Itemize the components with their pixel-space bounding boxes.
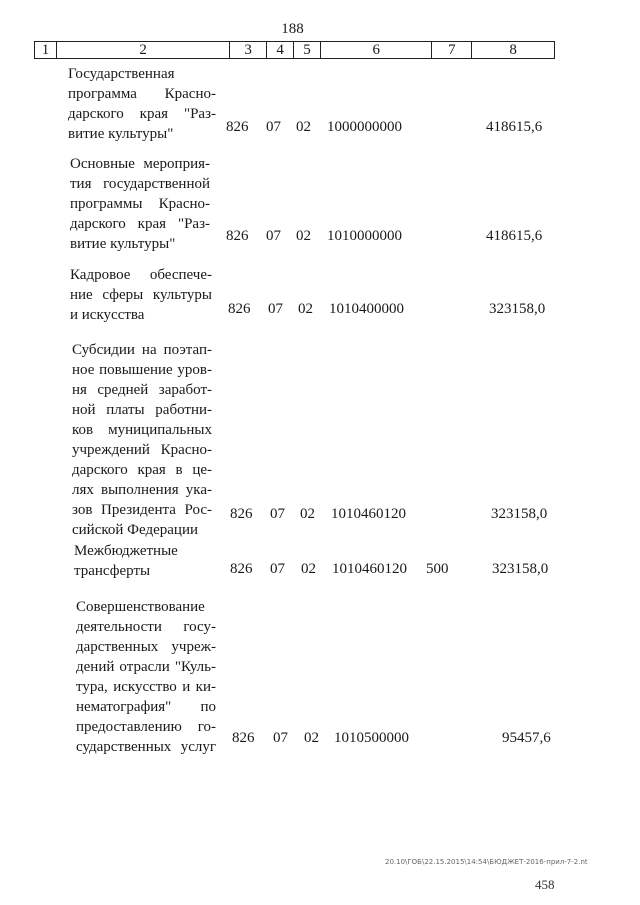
desc-line: Государственная [68,66,175,82]
ved-code: 826 [230,506,253,522]
desc-line: и искусства [70,307,145,323]
target-article-code: 1010460120 [332,561,407,577]
desc-line: дарственных учреж- [76,639,216,655]
section-code: 07 [266,228,281,244]
header-col-5: 5 [294,42,321,58]
amount: 323158,0 [491,506,548,522]
row-description [76,597,216,757]
target-article-code: 1010000000 [327,228,402,244]
desc-line: нематография" по [76,699,216,715]
subsection-code: 02 [296,119,311,135]
desc-line: сийской Федерации [72,522,199,538]
desc-line: ние сферы культуры [70,287,212,303]
table-header [34,41,555,59]
desc-line: зов Президента Рос- [72,502,212,518]
row-description [68,64,216,144]
amount: 323158,0 [492,561,549,577]
section-code: 07 [266,119,281,135]
sheet-number: 458 [535,877,555,892]
desc-line: программы Красно- [70,196,210,212]
amount: 95457,6 [502,730,551,746]
desc-line: деятельности госу- [76,619,216,635]
ved-code: 826 [226,228,249,244]
ved-code: 826 [226,119,249,135]
section-code: 07 [270,506,285,522]
desc-line: лях выполнения ука- [72,482,212,498]
file-stamp: 20.10\ГОБ\22.15.2015\14:54\БЮДЖЕТ-2016-прил-7-2.nt [385,858,588,866]
section-code: 07 [273,730,288,746]
desc-line: трансферты [74,563,151,579]
desc-line: дарского края "Раз- [70,216,210,232]
desc-line: учреждений Красно- [72,442,212,458]
header-col-3: 3 [230,42,267,58]
ved-code: 826 [228,301,251,317]
subsection-code: 02 [296,228,311,244]
subsection-code: 02 [298,301,313,317]
ved-code: 826 [232,730,255,746]
desc-line: Основные мероприя- [70,156,210,172]
header-col-8: 8 [509,42,517,58]
row-description [70,265,212,325]
header-col-7: 7 [432,42,472,58]
subsection-code: 02 [304,730,319,746]
row-description [70,154,210,254]
desc-line: ков муниципальных [72,422,212,438]
amount: 323158,0 [489,301,546,317]
desc-line: предоставлению го- [76,719,216,735]
desc-line: программа Красно- [68,86,216,102]
desc-line: дарского края в це- [72,462,212,478]
target-article-code: 1010400000 [329,301,404,317]
header-col-4: 4 [267,42,294,58]
desc-line: Субсидии на поэтап- [72,342,212,358]
target-article-code: 1010500000 [334,730,409,746]
target-article-code: 1010460120 [331,506,406,522]
target-article-code: 1000000000 [327,119,402,135]
row-description [74,541,194,581]
desc-line: Совершенствование [76,599,205,615]
amount: 418615,6 [486,119,543,135]
subsection-code: 02 [301,561,316,577]
desc-line: тия государственной [70,176,210,192]
header-col-2: 2 [57,42,230,58]
desc-line: витие культуры" [68,126,174,142]
desc-line: витие культуры" [70,236,176,252]
desc-line: ной платы работни- [72,402,212,418]
desc-line: тура, искусство и ки- [76,679,216,695]
desc-line: Кадровое обеспече- [70,267,212,283]
subsection-code: 02 [300,506,315,522]
desc-line: сударственных услуг [76,739,216,755]
row-description [72,340,212,540]
amount: 418615,6 [486,228,543,244]
ved-code: 826 [230,561,253,577]
page-number: 188 [281,21,304,37]
desc-line: дений отрасли "Куль- [76,659,216,675]
header-col-1: 1 [35,42,57,58]
desc-line: ня средней заработ- [72,382,212,398]
expense-type-code: 500 [426,561,449,577]
desc-line: дарского края "Раз- [68,106,216,122]
section-code: 07 [270,561,285,577]
section-code: 07 [268,301,283,317]
desc-line: Межбюджетные [74,543,178,559]
desc-line: ное повышение уров- [72,362,212,378]
header-col-6: 6 [321,42,433,58]
